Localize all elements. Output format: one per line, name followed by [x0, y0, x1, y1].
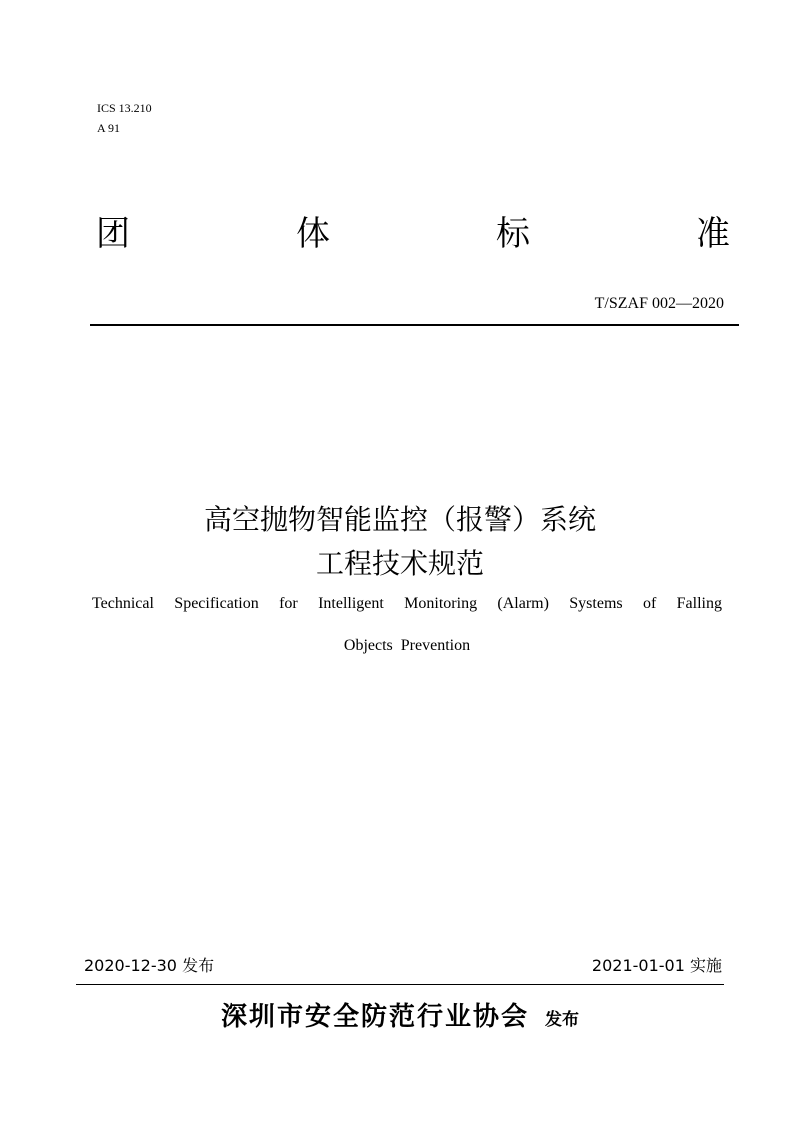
classification-codes: [97, 98, 152, 138]
english-title-word: Intelligent: [318, 595, 384, 612]
english-title-word: Technical: [92, 595, 154, 612]
english-title-word: of: [642, 595, 657, 612]
bottom-divider: [76, 984, 724, 985]
chinese-title-line-2: 工程技术规范: [315, 547, 484, 580]
english-title-word: (Alarm): [497, 595, 549, 612]
chinese-title-line-1: 高空抛物智能监控（报警）系统: [203, 503, 596, 536]
english-title-word: Specification: [174, 595, 259, 612]
english-title: [92, 594, 722, 656]
english-title-line-1: [92, 594, 722, 614]
english-title-word: Objects: [343, 637, 393, 654]
top-divider: [90, 324, 739, 326]
english-title-word: Prevention: [400, 637, 471, 654]
english-title-word: Monitoring: [404, 595, 478, 612]
ics-code: ICS 13.210: [97, 101, 152, 115]
publisher-suffix: 发布: [545, 1010, 579, 1030]
standard-type-heading: [96, 212, 730, 256]
standard-type-char: 准: [696, 214, 730, 254]
implement-date: 2021-01-01 实施: [591, 956, 722, 975]
ccs-code: A 91: [97, 121, 121, 135]
standard-type-char: 团: [96, 214, 130, 254]
date-row: [84, 955, 722, 977]
publish-date: 2020-12-30 发布: [84, 956, 215, 975]
standard-type-char: 体: [296, 214, 330, 254]
english-title-word: Systems: [569, 595, 623, 612]
english-title-word: for: [279, 595, 298, 612]
publisher-line: [0, 996, 800, 1033]
english-title-word: Falling: [676, 595, 722, 612]
english-title-line-2: [92, 636, 722, 656]
publisher-org: 深圳市安全防范行业协会: [220, 1002, 529, 1032]
chinese-title: [0, 498, 800, 586]
standard-type-char: 标: [496, 214, 530, 254]
standard-number: T/SZAF 002—2020: [594, 295, 724, 312]
